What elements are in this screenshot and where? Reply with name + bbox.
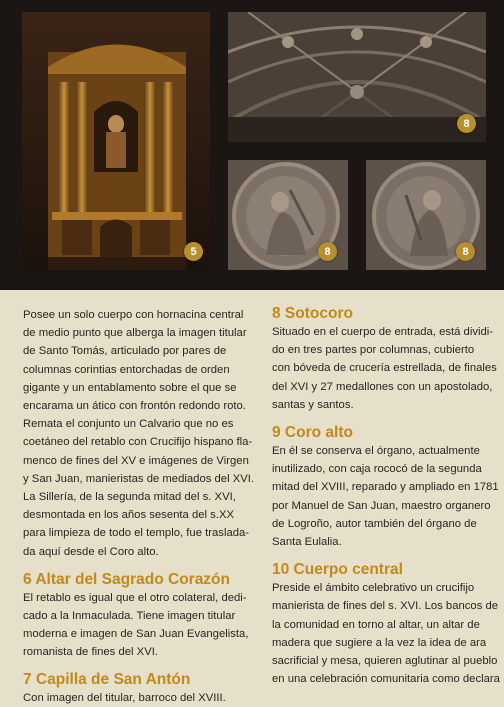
photo-strip	[0, 0, 504, 290]
vault-photo	[228, 12, 486, 142]
section-8-heading: 8 Sotocoro	[272, 305, 353, 322]
section-9-text: En él se conserva el órgano, actualmente inutilizado, con caja rococó de la segunda mitad del XVIII, reparado y ampliado en 1781 por Manuel de San Juan, maestro organero de Logroño, autor también del órgano de Santa Eulalia.	[272, 445, 499, 549]
photo-number-badge: 8	[318, 242, 337, 261]
section-9-heading: 9 Coro alto	[272, 424, 353, 442]
section-8-text: Situado en el cuerpo de entrada, está dividi- do en tres partes por columnas, cubierto con bóveda de crucería estrellada, de finales del XVI y 27 medallones con un apostolado, santas y santos.	[272, 326, 497, 411]
medallion-photo	[228, 160, 348, 270]
photo-number-badge: 5	[184, 242, 203, 261]
section-6-heading: 6 Altar del Sagrado Corazón	[23, 570, 230, 588]
medallion-photo	[366, 160, 486, 270]
section-7-text: Con imagen del titular, barroco del XVIII.	[23, 691, 226, 704]
left-column	[23, 300, 255, 707]
right-column	[272, 300, 500, 688]
section-6-text: El retablo es igual que el otro colateral, dedi- cado a la Inmaculada. Tiene imagen titular moderna e imagen de San Juan Evangelista, romanista de fines del XVI.	[23, 591, 249, 659]
section-10-text: Preside el ámbito celebrativo un crucifijo manierista de fines del s. XVI. Los bancos de la comunidad en torno al altar, un altar de madera que sugiere a la vez la idea de ara sacrificial y mesa, quieren aglutinar al pueblo en una celebración comunitaria como declara	[272, 582, 500, 686]
photo-number-badge: 8	[457, 114, 476, 133]
section-10-heading: 10 Cuerpo central	[272, 561, 403, 579]
altarpiece-description: Posee un solo cuerpo con hornacina central de medio punto que alberga la imagen titular de Santo Tomás, articulado por pares de columnas corintias entorchadas de orden gigante y un entablamento sobre el que se encarama un ático con frontón redondo roto. Remata el conjunto un Calvario que no es coetáneo del retablo con Crucifijo hispano fla- menco de fines del XV e imágenes de Virgen y San Juan, manieristas de mediados del XVI. La Sillería, de la segunda mitad del s. XVI, desmontada en los años sesenta del s.XX para limpieza de todo el templo, fue traslada- da aquí desde el Coro alto.	[23, 309, 255, 558]
section-7-heading: 7 Capilla de San Antón	[23, 670, 191, 688]
altarpiece-photo	[22, 12, 210, 270]
photo-number-badge: 8	[456, 242, 475, 261]
text-area	[0, 290, 504, 704]
